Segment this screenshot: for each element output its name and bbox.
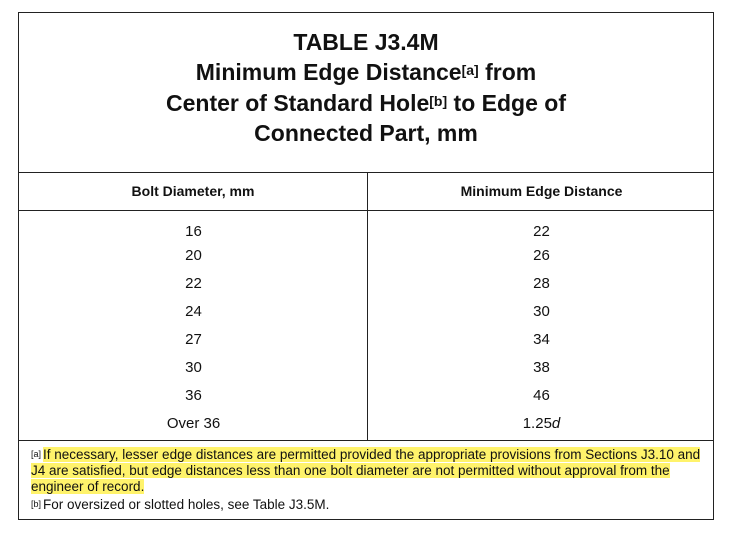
title-line-2-tail: from bbox=[478, 59, 537, 85]
footnote-a-mark: [a] bbox=[31, 449, 42, 459]
edge-distance-cell: 26 bbox=[533, 247, 550, 264]
table-row bbox=[19, 245, 713, 267]
bolt-diameter-cell: 24 bbox=[185, 303, 202, 320]
table-header-row bbox=[19, 173, 713, 211]
title-line-2-text: Minimum Edge Distance bbox=[195, 59, 462, 85]
table-title bbox=[19, 13, 713, 173]
footnote-b-text: For oversized or slotted holes, see Table J3.5M. bbox=[43, 497, 330, 512]
bolt-diameter-cell: 22 bbox=[185, 275, 202, 292]
table-frame bbox=[18, 12, 714, 520]
table-row bbox=[19, 273, 713, 295]
bolt-diameter-cell: Over 36 bbox=[166, 415, 221, 432]
title-footnote-b-ref: [b] bbox=[429, 93, 448, 109]
edge-distance-cell: 30 bbox=[533, 303, 550, 320]
table-row bbox=[19, 413, 713, 435]
title-line-2 bbox=[19, 58, 713, 86]
edge-distance-cell: 22 bbox=[533, 223, 550, 240]
table-row bbox=[19, 385, 713, 407]
edge-coefficient: 1.25 bbox=[522, 415, 552, 432]
bolt-diameter-cell: 27 bbox=[185, 331, 202, 348]
table-row bbox=[19, 329, 713, 351]
table-row bbox=[19, 357, 713, 379]
title-line-3 bbox=[19, 89, 713, 117]
title-line-3-text: Center of Standard Hole bbox=[166, 90, 430, 116]
title-footnote-a-ref: [a] bbox=[461, 62, 479, 78]
edge-distance-cell: 34 bbox=[533, 331, 550, 348]
edge-distance-cell: 28 bbox=[533, 275, 550, 292]
footnote-a bbox=[31, 447, 711, 495]
column-header-bolt-diameter: Bolt Diameter, mm bbox=[19, 173, 368, 210]
edge-distance-cell: 38 bbox=[533, 359, 550, 376]
table-row bbox=[19, 221, 713, 243]
footnote-b-mark: [b] bbox=[31, 499, 42, 509]
title-line-4: Connected Part, mm bbox=[254, 120, 478, 146]
column-header-min-edge-distance: Minimum Edge Distance bbox=[460, 183, 623, 199]
edge-variable-d: d bbox=[551, 415, 561, 432]
title-line-1: TABLE J3.4M bbox=[293, 29, 439, 55]
footnote-b bbox=[31, 497, 711, 513]
title-line-3-tail: to Edge of bbox=[447, 90, 566, 116]
bolt-diameter-cell: 36 bbox=[185, 387, 202, 404]
bolt-diameter-cell: 20 bbox=[185, 247, 202, 264]
table-footnotes bbox=[19, 441, 713, 521]
table-row bbox=[19, 301, 713, 323]
bolt-diameter-cell: 30 bbox=[185, 359, 202, 376]
bolt-diameter-cell: 16 bbox=[185, 223, 202, 240]
table-body bbox=[19, 211, 713, 441]
edge-distance-cell: 46 bbox=[533, 387, 550, 404]
edge-distance-cell bbox=[368, 413, 715, 435]
footnote-a-text: If necessary, lesser edge distances are permitted provided the appropriate provisions from Sections J3.10 and J4 are satisfied, but edge distances less than one bolt diameter are not permitted without approval from the engineer of record. bbox=[31, 447, 701, 494]
